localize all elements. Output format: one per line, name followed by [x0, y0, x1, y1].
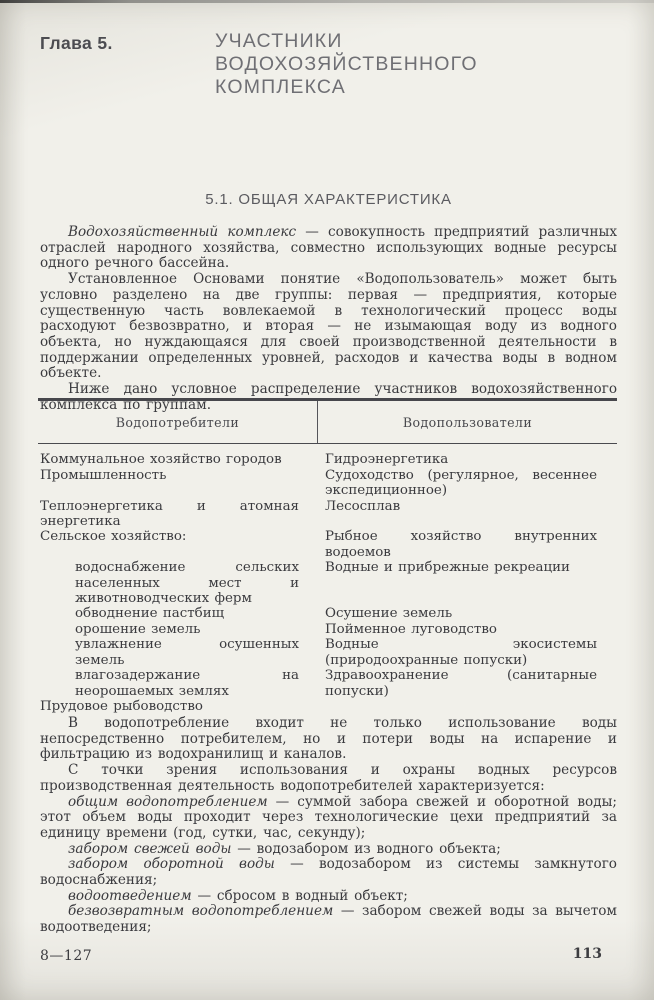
table-header-row — [38, 398, 617, 444]
table-row — [38, 452, 617, 467]
table-row — [38, 529, 617, 560]
chapter-title-line: КОМПЛЕКСА — [215, 76, 346, 98]
definition-paragraph — [40, 842, 617, 858]
definition-term: Водохозяйственный комплекс — [68, 224, 297, 240]
table-row — [38, 499, 617, 530]
table-row-subitem — [38, 622, 617, 637]
table-row — [38, 468, 617, 499]
definition-paragraph — [40, 889, 617, 905]
table-cell-left: водоснабжение сельских населенных мест и животноводческих ферм — [75, 560, 299, 607]
water-users-table — [38, 398, 617, 714]
table-header-users: Водопользователи — [402, 415, 533, 430]
definition-text: — сбросом в водный объект; — [191, 887, 408, 904]
table-cell-left: орошение земель — [75, 621, 201, 637]
chapter-title-line: ВОДОХОЗЯЙСТВЕННОГО — [215, 53, 478, 75]
footer-print-code: 8—127 — [40, 948, 93, 964]
paragraph-text: Ниже дано условное распределение участников водохозяйственного комплекса по группам. — [40, 381, 617, 413]
definition-paragraph — [40, 857, 617, 888]
definition-term: забором свежей воды — [68, 840, 232, 857]
definition-term: общим водопотреблением — [68, 793, 268, 810]
definition-term: забором оборотной воды — [68, 856, 275, 873]
definition-text: — суммой забора свежей и оборотной воды; этот объем воды проходит через технологические цехи предприятий за единицу времени (год, сутки, час, секунду); — [40, 793, 617, 841]
section-heading: 5.1. ОБЩАЯ ХАРАКТЕРИСТИКА — [205, 191, 452, 208]
table-cell-left: Теплоэнергетика и атомная энергетика — [40, 498, 299, 530]
definition-text: — забором свежей воды за вычетом водоотведения; — [40, 903, 617, 936]
definition-term: безвозвратным водопотреблением — [68, 903, 334, 920]
paragraph-text: В водопотребление входит не только использование воды непосредственно потребителем, но и потери воды на испарение и фильтрацию из водохранилищ и каналов. — [40, 715, 617, 763]
table-cell-right: Лесосплав — [325, 498, 401, 514]
definition-text: — водозабором из водного объекта; — [231, 840, 501, 857]
chapter-title-line: УЧАСТНИКИ — [215, 30, 343, 52]
table-cell-right: Пойменное луговодство — [325, 621, 497, 637]
table-cell-right — [325, 699, 617, 714]
chapter-label: Глава 5. — [40, 33, 113, 53]
definition-term: водоотведением — [68, 887, 192, 904]
table-row-subitem — [38, 560, 617, 606]
table-cell-right: Водные и прибрежные рекреации — [325, 560, 570, 576]
chapter-title — [215, 30, 478, 99]
table-row-subitem — [38, 668, 617, 699]
table-cell-right: Судоходство (регулярное, весеннее экспедиционное) — [325, 467, 597, 499]
table-cell-left: Прудовое рыбоводство — [40, 698, 203, 714]
table-cell-right: Осушение земель — [325, 606, 453, 622]
lower-paragraphs — [40, 716, 617, 936]
table-cell-right: Водные экосистемы (природоохранные попуски) — [325, 637, 597, 668]
table-body — [38, 444, 617, 714]
table-row-subitem — [38, 606, 617, 621]
table-cell-right: Гидроэнергетика — [325, 452, 449, 468]
paragraph-text: Установленное Основами понятие «Водопользователь» может быть условно разделено на две группы: первая — предприятия, которые существенную часть вовлекаемой в технологический процесс воды расходуют безвозвратно, и вторая — не изымающая воду из водного объекта, но нуждающаяся для своей производственной деятельности в поддержании определенных уровней, расходов и качества воды в водном объекте. — [40, 271, 617, 382]
table-cell-left: Сельское хозяйство: — [40, 529, 187, 545]
paragraph-text: С точки зрения использования и охраны водных ресурсов производственная деятельность водопотребителей характеризуется: — [40, 762, 617, 794]
definition-text: — водозабором из системы замкнутого водоснабжения; — [40, 856, 617, 889]
definition-paragraph — [40, 904, 617, 935]
paragraph — [40, 225, 617, 272]
table-cell-left: увлажнение осушенных земель — [75, 637, 299, 668]
table-cell-left: Промышленность — [40, 467, 167, 483]
table-row-subitem — [38, 637, 617, 668]
paragraph — [40, 763, 617, 794]
definition-paragraph — [40, 795, 617, 842]
table-cell-left: Коммунальное хозяйство городов — [40, 452, 282, 468]
table-row — [38, 699, 617, 714]
paragraph — [40, 716, 617, 763]
table-header-consumers: Водопотребители — [38, 401, 318, 443]
table-cell-left: обводнение пастбищ — [75, 606, 225, 622]
table-cell-right: Рыбное хозяйство внутренних водоемов — [325, 529, 597, 560]
footer-page-number: 113 — [572, 946, 602, 962]
table-cell-left: влагозадержание на неорошаемых землях — [75, 668, 299, 699]
paragraph — [40, 272, 617, 382]
intro-paragraphs — [40, 225, 617, 413]
table-cell-right: Здравоохранение (санитарные попуски) — [325, 668, 597, 699]
paragraph-text: — совокупность предприятий различных отраслей народного хозяйства, совместно использующих водные ресурсы одного речного бассейна. — [40, 224, 617, 272]
